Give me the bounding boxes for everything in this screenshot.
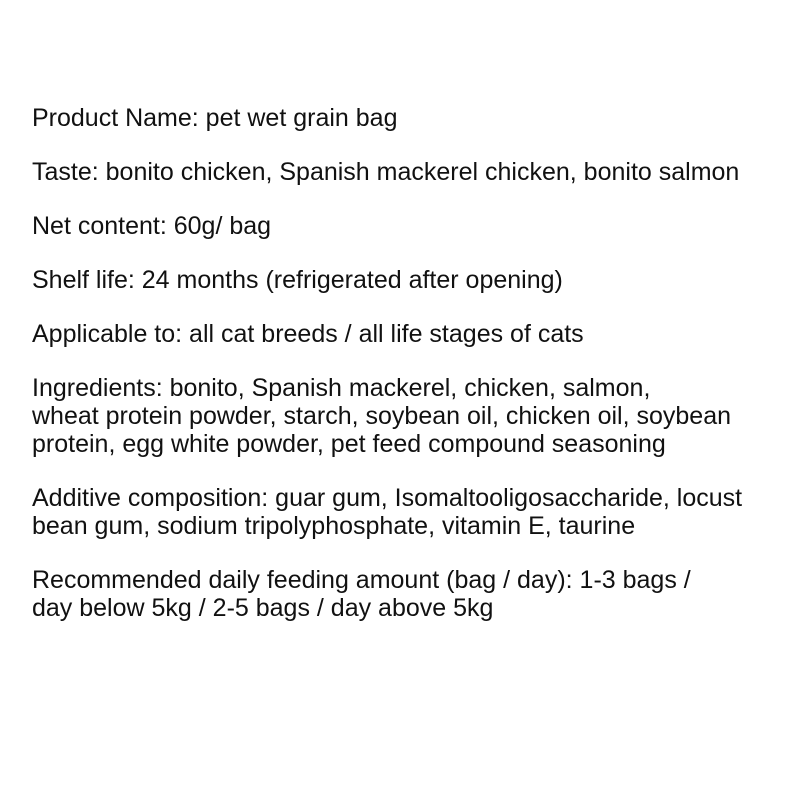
paragraph-additive-composition (32, 484, 770, 540)
ingredients-text-line-3: protein, egg white powder, pet feed compound seasoning (32, 430, 666, 458)
ingredients-text-line-1: Ingredients: bonito, Spanish mackerel, chicken, salmon, (32, 374, 651, 402)
paragraph-net-content (32, 212, 770, 240)
paragraph-recommended-daily-feeding (32, 566, 770, 622)
paragraph-applicable-to (32, 320, 770, 348)
taste-text: Taste: bonito chicken, Spanish mackerel chicken, bonito salmon (32, 158, 740, 186)
paragraph-shelf-life (32, 266, 770, 294)
product-name-text: Product Name: pet wet grain bag (32, 104, 398, 132)
additive-composition-text-line-2: bean gum, sodium tripolyphosphate, vitamin E, taurine (32, 512, 636, 540)
net-content-text: Net content: 60g/ bag (32, 212, 272, 240)
applicable-to-text: Applicable to: all cat breeds / all life stages of cats (32, 320, 584, 348)
additive-composition-text-line-1: Additive composition: guar gum, Isomaltooligosaccharide, locust (32, 484, 743, 512)
paragraph-ingredients (32, 374, 770, 458)
ingredients-text-line-2: wheat protein powder, starch, soybean oil, chicken oil, soybean (32, 402, 732, 430)
shelf-life-text: Shelf life: 24 months (refrigerated after opening) (32, 266, 563, 294)
recommended-daily-feeding-text-line-2: day below 5kg / 2-5 bags / day above 5kg (32, 594, 494, 622)
paragraph-product-name (32, 104, 770, 132)
recommended-daily-feeding-text-line-1: Recommended daily feeding amount (bag / day): 1-3 bags / (32, 566, 691, 594)
paragraph-taste (32, 158, 770, 186)
